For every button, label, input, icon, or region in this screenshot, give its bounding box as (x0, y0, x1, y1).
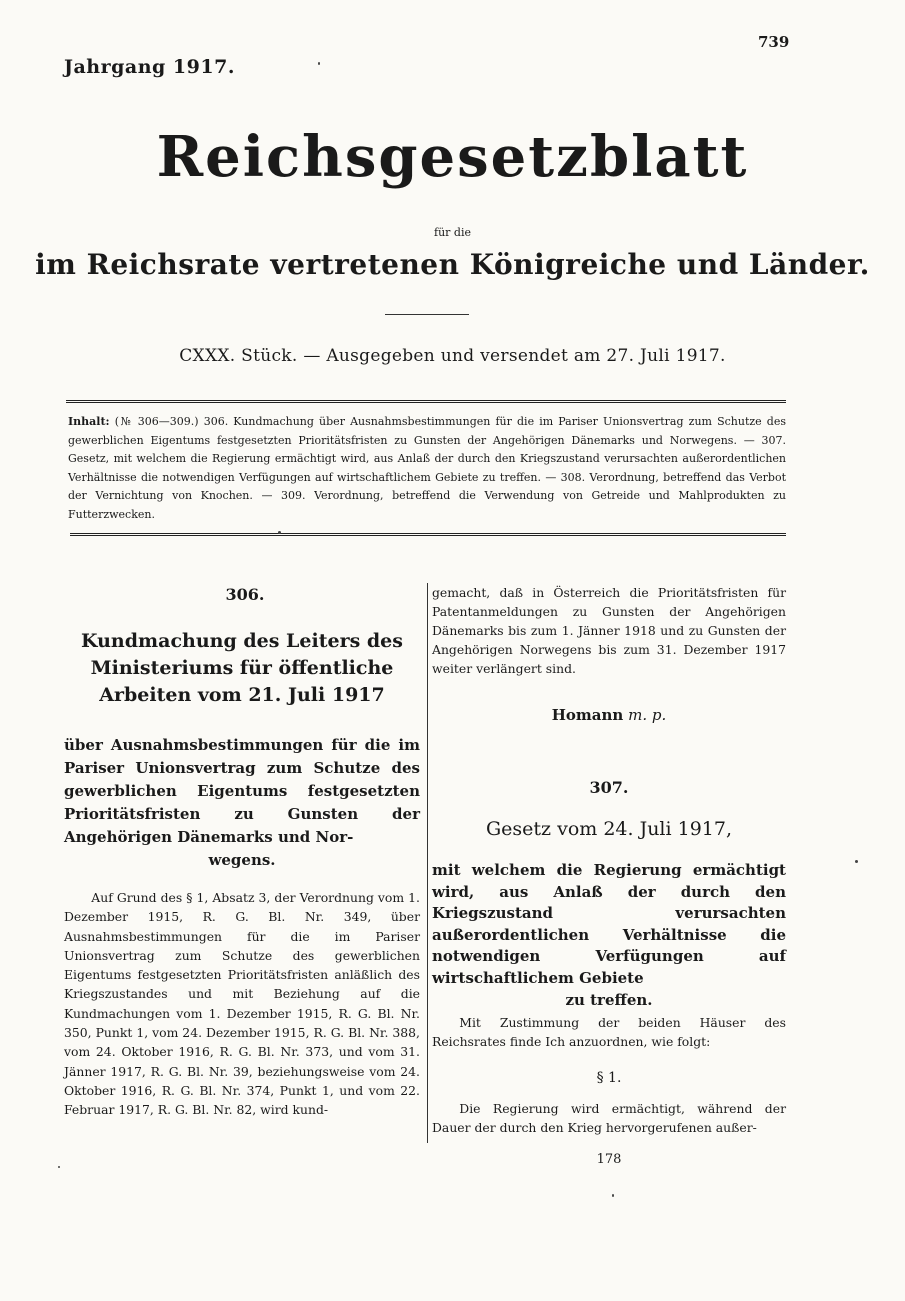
title-connector: für die (434, 226, 471, 239)
section-number-307: 307. (589, 778, 629, 797)
section-body-306: Auf Grund des § 1, Absatz 3, der Verordnung vom 1. Dezember 1915, R. G. Bl. Nr. 349, über Ausnahmsbestimmungen für die im Pariser Unionsvertrag zum Schutze des gewerblichen Eigentums festgesetzten Prioritätsfristen anläßlich des Kriegszustandes und mit Beziehung auf die Kundmachungen vom 1. Dezember 1915, R. G. Bl. Nr. 350, Punkt 1, vom 24. Dezember 1915, R. G. Bl. Nr. 388, vom 24. Oktober 1916, R. G. Bl. Nr. 373, und vom 31. Jänner 1917, R. G. Bl. Nr. 39, beziehungsweise vom 24. Oktober 1916, R. G. Bl. Nr. 374, Punkt 1, und vom 22. Februar 1917, R. G. Bl. Nr. 82, wird kund- (64, 890, 420, 1118)
subheading-306-text: über Ausnahmsbestimmungen für die im Pariser Unionsvertrag zum Schutze des gewerblichen Eigentums festgesetzten Prioritätsfristen zu Gunsten der Angehörigen Dänemarks und Nor- (64, 736, 420, 846)
section-number-306: 306. (225, 585, 265, 604)
print-speck (58, 1166, 60, 1168)
publication-title: Reichsgesetzblatt (156, 124, 749, 190)
contents-top-rule (66, 400, 786, 403)
sheet-number: 178 (596, 1152, 622, 1167)
contents-bottom-rule (70, 533, 786, 536)
subheading-307-text: mit welchem die Regierung ermächtigt wird, aus Anlaß der durch den Kriegszustand verursachten außerordentlichen Verhältnisse die notwendigen Verfügungen auf wirtschaftlichem Gebiete (432, 861, 786, 987)
issue-line: CXXX. Stück. — Ausgegeben und versendet am 27. Juli 1917. (179, 346, 726, 366)
volume-year: Jahrgang 1917. (64, 56, 235, 78)
section-body-307: Die Regierung wird ermächtigt, während der Dauer der durch den Krieg hervorgerufenen außer- (432, 1101, 786, 1135)
section-heading-306: Kundmachung des Leiters des Ministeriums für öffentliche Arbeiten vom 21. Juli 1917 (81, 630, 403, 706)
column-divider (427, 583, 428, 1143)
subheading-307-last: zu treffen. (565, 990, 653, 1009)
contents-block (68, 413, 786, 525)
section-subheading-306 (64, 734, 420, 872)
signature (432, 706, 786, 724)
contents-text: (№ 306—309.) 306. Kundmachung über Ausnahmsbestimmungen für die im Pariser Unionsvertrag zum Schutze des gewerblichen Eigentums festgesetzten Prioritätsfristen zu Gunsten der Angehörigen Dänemarks und Norwegens. — 307. Gesetz, mit welchem die Regierung ermächtigt wird, aus Anlaß der durch den Kriegszustand verursachten außerordentlichen Verhältnisse die notwendigen Verfügungen auf wirtschaftlichem Gebiete zu treffen. — 308. Verordnung, betreffend das Verbot der Vernichtung von Knochen. — 309. Verordnung, betreffend die Verwendung von Getreide und Mahlprodukten zu Futterzwecken. (68, 415, 786, 521)
section-306-continuation: gemacht, daß in Österreich die Prioritätsfristen für Patentanmeldungen zu Gunsten der Angehörigen Dänemarks bis zum 1. Jänner 1918 und zu Gunsten der Angehörigen Norwegens bis zum 31. Dezember 1917 weiter verlängert sind. (432, 585, 786, 676)
section-intro-307: Mit Zustimmung der beiden Häuser des Reichsrates finde Ich anzuordnen, wie folgt: (432, 1015, 786, 1049)
print-speck (612, 1194, 614, 1197)
section-subheading-307 (432, 860, 786, 1011)
print-speck (278, 531, 281, 534)
signature-name: Homann (551, 706, 624, 724)
publication-subtitle: im Reichsrate vertretenen Königreiche und Länder. (35, 248, 870, 281)
subheading-306-last: wegens. (208, 851, 276, 869)
contents-label: Inhalt: (68, 415, 110, 428)
title-divider (385, 314, 469, 315)
page-number: 739 (758, 33, 790, 51)
print-speck (318, 62, 320, 65)
print-speck (855, 860, 858, 863)
paragraph-label: § 1. (596, 1070, 622, 1086)
section-heading-307: Gesetz vom 24. Juli 1917, (485, 818, 733, 840)
signature-suffix: m. p. (628, 706, 667, 724)
